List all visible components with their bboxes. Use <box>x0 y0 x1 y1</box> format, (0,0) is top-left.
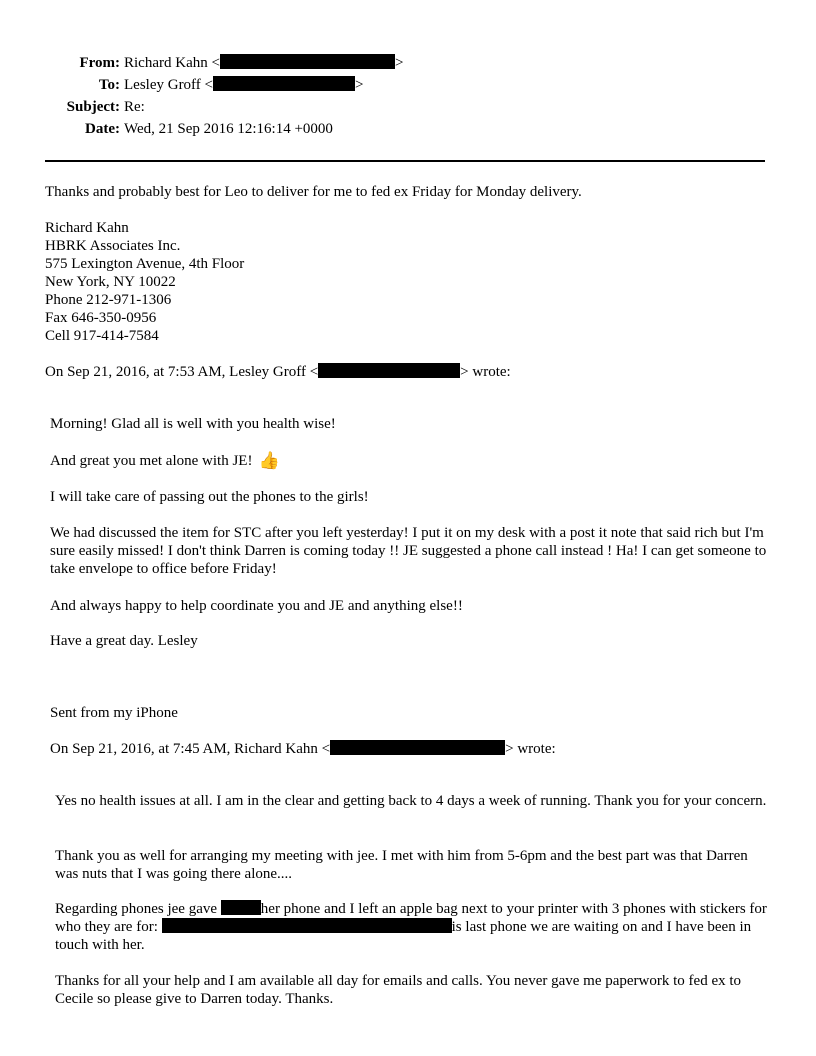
header-from <box>0 54 403 72</box>
quote-intro-pre: On Sep 21, 2016, at 7:53 AM, Lesley Groff < <box>45 364 319 380</box>
header-divider <box>45 160 765 162</box>
richard-p1: Yes no health issues at all. I am in the clear and getting back to 4 days a week of running. Thank you for your concern. <box>55 793 767 809</box>
redacted-richard-email <box>330 740 505 755</box>
to-close: > <box>355 77 364 93</box>
quote-intro-lesley <box>45 363 511 381</box>
lesley-p2 <box>50 452 280 470</box>
quote-intro-richard <box>50 740 556 758</box>
redacted-from-email <box>220 54 395 69</box>
richard-p4: Thanks for all your help and I am available all day for emails and calls. You never gave me paperwork to fed ex to Cecile so please give to Darren today. Thanks. <box>55 973 742 1007</box>
to-label: To: <box>98 77 120 93</box>
lesley-p1: Morning! Glad all is well with you health wise! <box>50 416 336 432</box>
from-name: Richard Kahn < <box>124 55 220 71</box>
sent-from: Sent from my iPhone <box>50 705 178 721</box>
subject-label: Subject: <box>66 99 120 115</box>
to-name: Lesley Groff < <box>124 77 213 93</box>
signature-line: HBRK Associates Inc. <box>45 238 181 254</box>
quote-intro-pre: On Sep 21, 2016, at 7:45 AM, Richard Kahn < <box>50 741 331 757</box>
richard-p3-c: is last phone we are waiting on and I have been in touch with her. <box>55 919 752 953</box>
quote-intro-post: > wrote: <box>460 364 511 380</box>
richard-p3 <box>55 900 767 954</box>
lesley-p6: Have a great day. Lesley <box>50 633 198 649</box>
signature-line: Phone 212-971-1306 <box>45 292 172 308</box>
header-subject <box>0 98 145 116</box>
lesley-p3: I will take care of passing out the phones to the girls! <box>50 489 369 505</box>
richard-p3-b: her phone and I left an apple bag next to your printer with 3 phones with stickers for who they are for: <box>55 901 767 935</box>
lesley-p4: We had discussed the item for STC after you left yesterday! I put it on my desk with a post it note that said rich but I'm sure easily missed! I don't think Darren is coming today !! JE suggested a phone call instead ! Ha! I can get someone to take envelope to office before Friday! <box>50 525 767 577</box>
signature-line: New York, NY 10022 <box>45 274 176 290</box>
header-date <box>0 120 333 138</box>
from-label: From: <box>79 55 120 71</box>
lesley-p5: And always happy to help coordinate you and JE and anything else!! <box>50 598 463 614</box>
redacted-to-email <box>213 76 355 91</box>
signature-line: Cell 917-414-7584 <box>45 328 159 344</box>
quote-intro-post: > wrote: <box>505 741 556 757</box>
redacted-names-list <box>162 918 452 933</box>
signature-line: Richard Kahn <box>45 220 129 236</box>
signature-line: 575 Lexington Avenue, 4th Floor <box>45 256 245 272</box>
reply-body: Thanks and probably best for Leo to deliver for me to fed ex Friday for Monday delivery. <box>45 184 582 200</box>
subject-value: Re: <box>124 99 145 115</box>
richard-p2: Thank you as well for arranging my meeting with jee. I met with him from 5-6pm and the best part was that Darren was nuts that I was going there alone.... <box>55 848 748 882</box>
date-value: Wed, 21 Sep 2016 12:16:14 +0000 <box>124 121 333 137</box>
from-close: > <box>394 55 404 71</box>
signature-block <box>45 219 244 345</box>
richard-p3-a: Regarding phones jee gave <box>55 901 221 917</box>
redacted-lesley-email <box>318 363 460 378</box>
signature-line: Fax 646-350-0956 <box>45 310 157 326</box>
redacted-name <box>221 900 261 915</box>
date-label: Date: <box>85 121 120 137</box>
lesley-p2-text: And great you met alone with JE! <box>50 453 253 469</box>
thumbs-up-icon: 👍 <box>258 451 280 471</box>
header-to <box>0 76 363 94</box>
